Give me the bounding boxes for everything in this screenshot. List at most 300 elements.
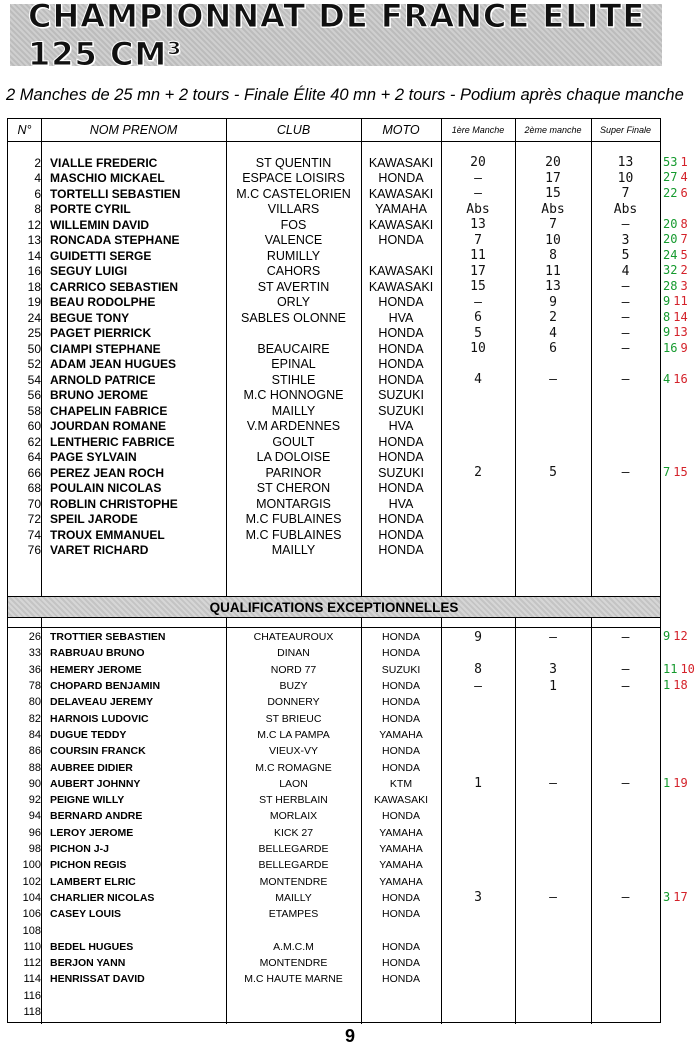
rider-number: 68 bbox=[27, 481, 41, 496]
rider-name bbox=[50, 922, 225, 938]
handwritten-total bbox=[663, 644, 700, 660]
rider-moto: HONDA bbox=[382, 761, 420, 774]
super-finale-points: – bbox=[621, 629, 630, 645]
table-row bbox=[8, 727, 660, 743]
table-row bbox=[8, 711, 660, 727]
manche-2-points bbox=[515, 906, 591, 922]
handwritten-total bbox=[663, 278, 700, 294]
rider-name: BEGUE TONY bbox=[50, 310, 130, 325]
super-finale-points bbox=[591, 955, 660, 971]
rider-name: PAGET PIERRICK bbox=[50, 326, 152, 341]
handwritten-total bbox=[663, 201, 700, 217]
handwritten-rank: 5 bbox=[680, 247, 688, 262]
rider-club: BELLEGARDE bbox=[258, 843, 329, 856]
super-finale-points bbox=[591, 1004, 660, 1020]
rider-name: PORTE CYRIL bbox=[50, 202, 131, 217]
manche-1-points: 10 bbox=[470, 341, 486, 357]
rider-club: M.C ROMAGNE bbox=[255, 761, 332, 774]
rider-name: PAGE SYLVAIN bbox=[50, 450, 137, 465]
manche-1-points bbox=[441, 857, 515, 873]
super-finale-points bbox=[591, 727, 660, 743]
super-finale-points: – bbox=[621, 294, 630, 310]
table-row bbox=[8, 776, 660, 792]
rider-moto: YAMAHA bbox=[375, 202, 427, 217]
handwritten-rank: 16 bbox=[673, 371, 688, 386]
table-row bbox=[8, 372, 660, 388]
manche-2-points: 1 bbox=[549, 678, 557, 694]
table-row bbox=[8, 295, 660, 311]
rider-moto: SUZUKI bbox=[381, 663, 421, 676]
table-row bbox=[8, 645, 660, 661]
rider-club: RUMILLY bbox=[266, 248, 321, 263]
manche-2-points: Abs bbox=[541, 201, 565, 217]
handwritten-total bbox=[663, 542, 700, 558]
manche-2-points bbox=[515, 434, 591, 450]
handwritten-total bbox=[663, 1003, 700, 1019]
rider-name: DELAVEAU JEREMY bbox=[50, 696, 154, 709]
manche-1-points bbox=[441, 388, 515, 404]
super-finale-points bbox=[591, 388, 660, 404]
rider-moto: HONDA bbox=[382, 745, 420, 758]
manche-2-points bbox=[515, 874, 591, 890]
rider-moto: SUZUKI bbox=[378, 388, 424, 403]
rider-name: CHOPARD BENJAMIN bbox=[50, 680, 161, 693]
manche-2-points: 4 bbox=[549, 325, 557, 341]
manche-1-points bbox=[441, 955, 515, 971]
rider-moto: KAWASAKI bbox=[368, 186, 434, 201]
super-finale-points: 7 bbox=[621, 186, 630, 202]
handwritten-total bbox=[663, 185, 700, 201]
rider-club: M.C HONNOGNE bbox=[243, 388, 344, 403]
rider-number: 104 bbox=[22, 891, 41, 904]
rider-name bbox=[50, 988, 225, 1004]
super-finale-points: – bbox=[621, 310, 630, 326]
handwritten-rank: 7 bbox=[680, 232, 688, 247]
manche-1-points bbox=[441, 792, 515, 808]
table-row bbox=[8, 922, 660, 938]
rider-club: LA DOLOISE bbox=[256, 450, 331, 465]
handwritten-total bbox=[663, 433, 700, 449]
table-row bbox=[8, 543, 660, 559]
rider-club: MAILLY bbox=[271, 543, 316, 558]
super-finale-points bbox=[591, 841, 660, 857]
rider-number: 86 bbox=[28, 745, 41, 758]
manche-2-points bbox=[515, 792, 591, 808]
table-row bbox=[8, 988, 660, 1004]
table-row bbox=[8, 743, 660, 759]
rider-moto bbox=[361, 988, 441, 1004]
table-row bbox=[8, 326, 660, 342]
table-row bbox=[8, 217, 660, 233]
manche-2-points bbox=[515, 481, 591, 497]
manche-2-points bbox=[515, 955, 591, 971]
rider-number: 100 bbox=[22, 859, 41, 872]
manche-1-points bbox=[441, 759, 515, 775]
rider-moto: KAWASAKI bbox=[373, 794, 429, 807]
super-finale-points bbox=[591, 857, 660, 873]
rider-number: 96 bbox=[28, 826, 41, 839]
rider-club: GOULT bbox=[272, 434, 315, 449]
handwritten-total bbox=[663, 807, 700, 823]
header-name: NOM PRENOM bbox=[89, 123, 178, 137]
rider-moto: HONDA bbox=[382, 940, 420, 953]
table-row bbox=[8, 248, 660, 264]
rider-number: 14 bbox=[27, 248, 41, 263]
rider-club: MAILLY bbox=[271, 403, 316, 418]
results-table bbox=[7, 118, 661, 1023]
manche-1-points: – bbox=[474, 294, 482, 310]
super-finale-points: – bbox=[621, 890, 630, 906]
rider-number: 114 bbox=[23, 973, 41, 986]
super-finale-points bbox=[591, 988, 660, 1004]
super-finale-points bbox=[591, 792, 660, 808]
rider-club: ORLY bbox=[276, 295, 311, 310]
rider-club: PARINOR bbox=[265, 465, 322, 480]
header-num: N° bbox=[17, 123, 32, 137]
table-row bbox=[8, 906, 660, 922]
rider-club: ST CHERON bbox=[256, 481, 331, 496]
manche-2-points bbox=[515, 450, 591, 466]
rider-club: CHATEAUROUX bbox=[253, 631, 334, 644]
super-finale-points bbox=[591, 971, 660, 987]
handwritten-points-total: 20 bbox=[663, 216, 678, 231]
super-finale-points: 4 bbox=[621, 263, 630, 279]
rider-club: KICK 27 bbox=[273, 826, 314, 839]
manche-1-points: 5 bbox=[474, 325, 482, 341]
rider-number: 50 bbox=[27, 341, 41, 356]
super-finale-points: 10 bbox=[617, 170, 634, 186]
rider-number: 36 bbox=[28, 663, 41, 676]
manche-2-points bbox=[515, 711, 591, 727]
handwritten-points-total: 9 bbox=[663, 629, 671, 644]
handwritten-total bbox=[663, 464, 700, 480]
table-row bbox=[8, 310, 660, 326]
rider-name: TROUX EMMANUEL bbox=[50, 527, 165, 542]
super-finale-points: – bbox=[621, 341, 630, 357]
manche-1-points: Abs bbox=[466, 201, 490, 217]
rider-name: CHARLIER NICOLAS bbox=[50, 891, 155, 904]
section-qualifications-exceptionnelles: QUALIFICATIONS EXCEPTIONNELLES bbox=[8, 596, 660, 618]
manche-2-points: 10 bbox=[545, 232, 561, 248]
manche-1-points: 6 bbox=[474, 310, 482, 326]
rider-number: 106 bbox=[22, 908, 41, 921]
handwritten-total bbox=[663, 775, 700, 791]
rider-name: HENRISSAT DAVID bbox=[50, 973, 145, 986]
header-moto: MOTO bbox=[382, 123, 420, 137]
handwritten-total bbox=[663, 905, 700, 921]
rider-moto: HONDA bbox=[378, 434, 424, 449]
rider-number: 84 bbox=[28, 728, 41, 741]
manche-2-points: 13 bbox=[545, 279, 561, 295]
handwritten-total bbox=[663, 628, 700, 644]
rider-name bbox=[50, 1004, 225, 1020]
manche-2-points: 5 bbox=[549, 465, 557, 481]
rider-number: 54 bbox=[27, 372, 41, 387]
table-row bbox=[8, 890, 660, 906]
rider-moto: HONDA bbox=[378, 481, 424, 496]
rider-moto bbox=[361, 1004, 441, 1020]
handwritten-total bbox=[663, 889, 700, 905]
rider-name: PICHON J-J bbox=[50, 843, 109, 856]
rider-moto: YAMAHA bbox=[379, 728, 423, 741]
handwritten-total bbox=[663, 495, 700, 511]
rider-name: ROBLIN CHRISTOPHE bbox=[50, 496, 178, 511]
super-finale-points bbox=[591, 694, 660, 710]
rider-moto: KAWASAKI bbox=[368, 279, 434, 294]
table-row bbox=[8, 694, 660, 710]
rider-number: 74 bbox=[27, 527, 41, 542]
manche-2-points: 9 bbox=[549, 294, 557, 310]
rider-moto: HONDA bbox=[382, 973, 420, 986]
table-row bbox=[8, 434, 660, 450]
handwritten-rank: 12 bbox=[673, 629, 688, 644]
rider-moto: HONDA bbox=[382, 647, 420, 660]
super-finale-points: – bbox=[621, 678, 630, 694]
manche-1-points bbox=[441, 543, 515, 559]
rider-name: TORTELLI SEBASTIEN bbox=[50, 186, 181, 201]
table-row bbox=[8, 825, 660, 841]
super-finale-points bbox=[591, 543, 660, 559]
manche-1-points: – bbox=[474, 186, 482, 202]
manche-2-points: 2 bbox=[549, 310, 557, 326]
rider-number: 76 bbox=[27, 543, 41, 558]
rider-number: 19 bbox=[27, 295, 41, 310]
table-row bbox=[8, 450, 660, 466]
table-row bbox=[8, 939, 660, 955]
manche-2-points: – bbox=[549, 776, 557, 792]
table-row bbox=[8, 186, 660, 202]
rider-name: GUIDETTI SERGE bbox=[50, 248, 152, 263]
header-super-finale: Super Finale bbox=[599, 125, 652, 135]
rider-moto: HVA bbox=[388, 496, 414, 511]
super-finale-points bbox=[591, 906, 660, 922]
super-finale-points bbox=[591, 759, 660, 775]
rider-name: BEAU RODOLPHE bbox=[50, 295, 156, 310]
rider-club: M.C LA PAMPA bbox=[257, 728, 330, 741]
rider-moto: HONDA bbox=[378, 326, 424, 341]
handwritten-total bbox=[663, 325, 700, 341]
super-finale-points: 5 bbox=[621, 248, 630, 264]
handwritten-total bbox=[663, 742, 700, 758]
header-manche-2: 2ème manche bbox=[524, 125, 582, 135]
table-row bbox=[8, 678, 660, 694]
rider-number: 8 bbox=[34, 202, 41, 217]
manche-1-points bbox=[441, 694, 515, 710]
rider-club: ESPACE LOISIRS bbox=[242, 171, 345, 186]
rider-number: 66 bbox=[27, 465, 41, 480]
manche-1-points: 4 bbox=[474, 372, 482, 388]
rider-name: SEGUY LUIGI bbox=[50, 264, 128, 279]
super-finale-points bbox=[591, 743, 660, 759]
super-finale-points bbox=[591, 825, 660, 841]
manche-1-points bbox=[441, 357, 515, 373]
header-club: CLUB bbox=[276, 123, 311, 137]
table-row bbox=[8, 403, 660, 419]
rider-number: 4 bbox=[34, 171, 41, 186]
rider-number: 102 bbox=[22, 875, 41, 888]
super-finale-points bbox=[591, 496, 660, 512]
rider-club: MONTARGIS bbox=[256, 496, 331, 511]
handwritten-total bbox=[663, 263, 700, 279]
rider-name: PEREZ JEAN ROCH bbox=[50, 465, 165, 480]
rider-moto: HONDA bbox=[382, 631, 420, 644]
rider-moto: HONDA bbox=[382, 696, 420, 709]
rider-moto: HONDA bbox=[378, 341, 424, 356]
manche-1-points bbox=[441, 874, 515, 890]
table-row bbox=[8, 841, 660, 857]
rider-name: SPEIL JARODE bbox=[50, 512, 138, 527]
rider-moto: HONDA bbox=[378, 527, 424, 542]
manche-2-points bbox=[515, 1004, 591, 1020]
table-row bbox=[8, 264, 660, 280]
rider-club: ETAMPES bbox=[268, 908, 319, 921]
rider-club: VIEUX-VY bbox=[268, 745, 318, 758]
handwritten-total bbox=[663, 758, 700, 774]
handwritten-total bbox=[663, 987, 700, 1003]
rider-club: MONTENDRE bbox=[259, 957, 328, 970]
manche-1-points bbox=[441, 825, 515, 841]
rider-moto: SUZUKI bbox=[378, 403, 424, 418]
rider-number: 88 bbox=[28, 761, 41, 774]
handwritten-points-total: 8 bbox=[663, 309, 671, 324]
manche-1-points: 11 bbox=[470, 248, 486, 264]
super-finale-points: – bbox=[621, 662, 630, 678]
rider-number: 12 bbox=[27, 217, 41, 232]
handwritten-points-total: 4 bbox=[663, 371, 671, 386]
table-row bbox=[8, 792, 660, 808]
handwritten-points-total: 9 bbox=[663, 325, 671, 340]
rider-name: CARRICO SEBASTIEN bbox=[50, 279, 179, 294]
super-finale-points: – bbox=[621, 465, 630, 481]
rider-club: VALENCE bbox=[264, 233, 323, 248]
manche-1-points bbox=[441, 727, 515, 743]
handwritten-rank: 9 bbox=[680, 340, 688, 355]
handwritten-points-total: 20 bbox=[663, 232, 678, 247]
handwritten-total bbox=[663, 526, 700, 542]
handwritten-total bbox=[663, 938, 700, 954]
handwritten-total bbox=[663, 824, 700, 840]
super-finale-points bbox=[591, 403, 660, 419]
rider-moto: HONDA bbox=[382, 712, 420, 725]
rider-name: CIAMPI STEPHANE bbox=[50, 341, 161, 356]
manche-2-points: 7 bbox=[549, 217, 557, 233]
super-finale-points bbox=[591, 512, 660, 528]
rider-number: 92 bbox=[28, 794, 41, 807]
rider-club: ST QUENTIN bbox=[255, 155, 332, 170]
rider-moto: KTM bbox=[389, 777, 413, 790]
rider-club: M.C HAUTE MARNE bbox=[244, 973, 343, 986]
super-finale-points bbox=[591, 922, 660, 938]
rider-club bbox=[226, 326, 361, 342]
handwritten-total bbox=[663, 247, 700, 263]
manche-1-points: – bbox=[474, 170, 482, 186]
manche-1-points bbox=[441, 403, 515, 419]
table-row bbox=[8, 496, 660, 512]
rider-number: 52 bbox=[27, 357, 41, 372]
rider-club: SABLES OLONNE bbox=[241, 310, 346, 325]
rider-number: 108 bbox=[22, 924, 41, 937]
rider-club: V.M ARDENNES bbox=[246, 419, 341, 434]
manche-1-points: 9 bbox=[474, 629, 482, 645]
handwritten-total bbox=[663, 791, 700, 807]
manche-2-points: – bbox=[549, 372, 557, 388]
rider-name: AUBERT JOHNNY bbox=[50, 777, 141, 790]
rider-name: PEIGNE WILLY bbox=[50, 794, 125, 807]
table-row bbox=[8, 512, 660, 528]
manche-2-points: 8 bbox=[549, 248, 557, 264]
manche-1-points bbox=[441, 711, 515, 727]
rider-number: 33 bbox=[28, 647, 41, 660]
table-row bbox=[8, 971, 660, 987]
rider-name: VIALLE FREDERIC bbox=[50, 155, 158, 170]
rider-number: 60 bbox=[27, 419, 41, 434]
table-row bbox=[8, 388, 660, 404]
table-row bbox=[8, 808, 660, 824]
handwritten-total bbox=[663, 449, 700, 465]
manche-1-points: 17 bbox=[470, 263, 486, 279]
table-row bbox=[8, 171, 660, 187]
rider-moto: SUZUKI bbox=[378, 465, 424, 480]
rider-number: 6 bbox=[34, 186, 41, 201]
manche-2-points bbox=[515, 759, 591, 775]
manche-2-points bbox=[515, 496, 591, 512]
manche-2-points: 6 bbox=[549, 341, 557, 357]
table-row bbox=[8, 857, 660, 873]
manche-1-points bbox=[441, 512, 515, 528]
manche-1-points: – bbox=[474, 678, 482, 694]
rider-club bbox=[226, 922, 361, 938]
super-finale-points bbox=[591, 874, 660, 890]
handwritten-points-total: 3 bbox=[663, 889, 671, 904]
manche-2-points bbox=[515, 988, 591, 1004]
manche-1-points bbox=[441, 939, 515, 955]
handwritten-rank: 4 bbox=[680, 170, 688, 185]
manche-2-points bbox=[515, 645, 591, 661]
rider-moto: HVA bbox=[388, 310, 414, 325]
manche-1-points: 2 bbox=[474, 465, 482, 481]
rider-name: MASCHIO MICKAEL bbox=[50, 171, 165, 186]
manche-1-points: 13 bbox=[470, 217, 486, 233]
rider-club: DINAN bbox=[277, 647, 310, 660]
rider-moto: HONDA bbox=[378, 171, 424, 186]
rider-number: 18 bbox=[27, 279, 41, 294]
manche-2-points bbox=[515, 357, 591, 373]
rider-number: 25 bbox=[27, 326, 41, 341]
rider-club: ST HERBLAIN bbox=[259, 794, 328, 807]
manche-1-points bbox=[441, 988, 515, 1004]
handwritten-total bbox=[663, 921, 700, 937]
handwritten-points-total: 24 bbox=[663, 247, 678, 262]
rider-name: JOURDAN ROMANE bbox=[50, 419, 167, 434]
manche-2-points bbox=[515, 808, 591, 824]
super-finale-points bbox=[591, 419, 660, 435]
rider-name: TROTTIER SEBASTIEN bbox=[50, 631, 166, 644]
rider-moto: HONDA bbox=[378, 357, 424, 372]
manche-2-points bbox=[515, 694, 591, 710]
rider-club: MORLAIX bbox=[269, 810, 318, 823]
handwritten-points-total: 1 bbox=[663, 775, 671, 790]
handwritten-total bbox=[663, 294, 700, 310]
handwritten-total bbox=[663, 840, 700, 856]
manche-1-points bbox=[441, 743, 515, 759]
manche-2-points bbox=[515, 527, 591, 543]
rider-name: ADAM JEAN HUGUES bbox=[50, 357, 177, 372]
manche-2-points bbox=[515, 403, 591, 419]
manche-2-points: 11 bbox=[545, 263, 561, 279]
rider-moto: KAWASAKI bbox=[368, 155, 434, 170]
rider-number: 24 bbox=[27, 310, 41, 325]
handwritten-total bbox=[663, 216, 700, 232]
